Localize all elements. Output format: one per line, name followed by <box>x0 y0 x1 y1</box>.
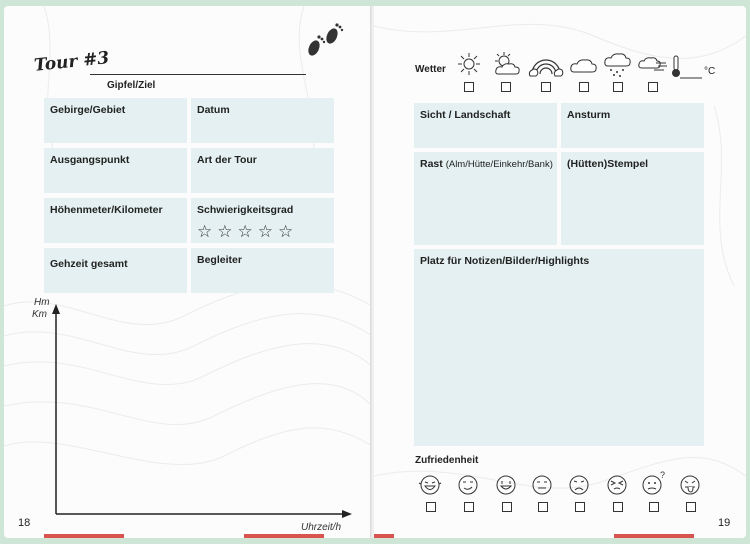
snow-cloud-icon <box>602 52 632 78</box>
sad-face-icon <box>567 474 591 496</box>
gipfel-line <box>90 74 306 75</box>
rainbow-icon <box>528 52 564 78</box>
elevation-graph-axes[interactable] <box>44 304 354 524</box>
field-label: Rast <box>420 158 443 170</box>
satisfaction-checkbox-1[interactable] <box>426 502 436 512</box>
field-ausgangspunkt[interactable] <box>44 148 187 193</box>
field-label: Gebirge/Gebiet <box>50 104 126 116</box>
field-label: Höhenmeter/Kilometer <box>50 204 163 216</box>
field-label: Sicht / Landschaft <box>420 109 511 121</box>
field-label: Gehzeit gesamt <box>50 258 128 270</box>
field-label: Ansturm <box>567 109 611 121</box>
laughing-face-icon <box>418 474 442 496</box>
cloud-icon <box>568 54 598 76</box>
temperature-unit: °C <box>704 66 716 77</box>
weather-checkbox-sun-cloud[interactable] <box>501 82 511 92</box>
page-edge-tab <box>614 534 694 538</box>
y-axis-label-hm: Hm <box>34 297 50 308</box>
field-label: Begleiter <box>197 254 242 266</box>
field-notizen[interactable] <box>414 249 704 446</box>
neutral-face-icon <box>530 474 554 496</box>
weather-checkbox-cloud[interactable] <box>579 82 589 92</box>
sun-icon <box>456 52 482 76</box>
satisfaction-label: Zufriedenheit <box>415 455 479 466</box>
winking-face-icon <box>456 474 480 496</box>
satisfaction-checkbox-2[interactable] <box>464 502 474 512</box>
wind-icon <box>636 54 668 76</box>
confused-face-icon <box>640 470 668 496</box>
weather-checkbox-snow[interactable] <box>613 82 623 92</box>
right-page <box>374 6 746 538</box>
difficulty-stars[interactable]: ☆☆☆☆☆ <box>197 222 299 241</box>
field-label: Art der Tour <box>197 154 257 166</box>
weather-checkbox-sun[interactable] <box>464 82 474 92</box>
field-art-der-tour[interactable] <box>191 148 334 193</box>
field-label: Platz für Notizen/Bilder/Highlights <box>420 255 590 267</box>
field-begleiter[interactable] <box>191 248 334 293</box>
sun-cloud-icon <box>492 52 522 78</box>
field-schwierigkeitsgrad[interactable] <box>191 198 334 243</box>
satisfaction-checkbox-5[interactable] <box>575 502 585 512</box>
left-page <box>4 6 372 538</box>
gipfel-label: Gipfel/Ziel <box>107 80 156 91</box>
field-label-wrap <box>420 158 553 170</box>
weather-label: Wetter <box>415 64 446 75</box>
field-sicht[interactable] <box>414 103 557 148</box>
weather-checkbox-wind[interactable] <box>648 82 658 92</box>
page-number-right: 19 <box>718 517 731 529</box>
page-number-left: 18 <box>18 517 31 529</box>
tongue-face-icon <box>678 474 702 496</box>
field-gebirge[interactable] <box>44 98 187 143</box>
satisfaction-checkbox-8[interactable] <box>686 502 696 512</box>
weather-checkbox-rainbow[interactable] <box>541 82 551 92</box>
field-label: (Hütten)Stempel <box>567 158 649 170</box>
x-axis-label: Uhrzeit/h <box>301 522 342 533</box>
satisfaction-checkbox-6[interactable] <box>613 502 623 512</box>
svg-text:?: ? <box>660 470 666 480</box>
page-edge-tab <box>374 534 394 538</box>
field-rast[interactable] <box>414 152 557 245</box>
footprints-icon <box>302 20 346 60</box>
field-sublabel: (Alm/Hütte/Einkehr/Bank) <box>445 159 553 170</box>
field-hoehenmeter[interactable] <box>44 198 187 243</box>
squinting-face-icon <box>605 474 629 496</box>
field-ansturm[interactable] <box>561 103 704 148</box>
satisfaction-checkbox-4[interactable] <box>538 502 548 512</box>
field-label: Ausgangspunkt <box>50 154 130 166</box>
satisfaction-checkbox-7[interactable] <box>649 502 659 512</box>
field-gehzeit[interactable] <box>44 248 187 293</box>
page-edge-tab <box>44 534 124 538</box>
smiling-face-icon <box>494 474 518 496</box>
field-label: Datum <box>197 104 230 116</box>
y-axis-label-km: Km <box>32 309 47 320</box>
page-edge-tab <box>244 534 324 538</box>
field-datum[interactable] <box>191 98 334 143</box>
satisfaction-checkbox-3[interactable] <box>502 502 512 512</box>
field-label: Schwierigkeitsgrad <box>197 204 294 216</box>
tour-title: Tour #3 <box>33 48 111 76</box>
field-stempel[interactable] <box>561 152 704 245</box>
